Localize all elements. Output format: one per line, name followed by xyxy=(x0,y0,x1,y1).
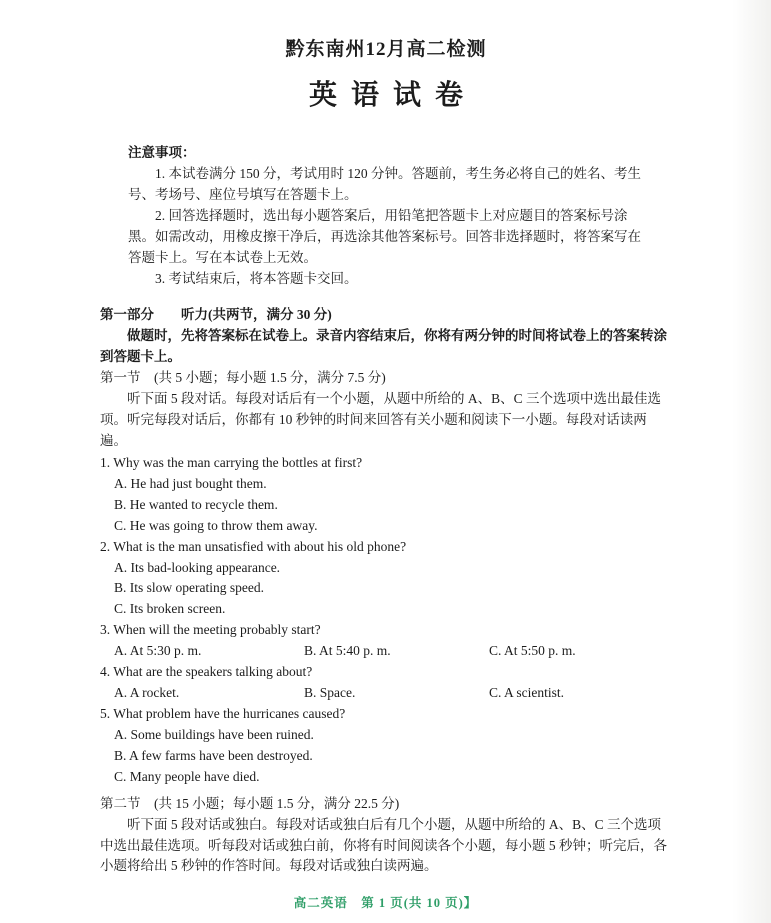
notice-item-3: 3. 考试结束后，将本答题卡交回。 xyxy=(155,270,358,286)
question-3-option-c: C. At 5:50 p. m. xyxy=(489,643,576,659)
section2 xyxy=(100,794,672,878)
question-1-option-b: B. He wanted to recycle them. xyxy=(114,496,278,512)
section2-heading: 第二节 (共 15 小题；每小题 1.5 分，满分 22.5 分) xyxy=(100,795,400,811)
question-list xyxy=(100,453,672,788)
question-4 xyxy=(100,662,672,704)
question-1-option-c: C. He was going to throw them away. xyxy=(114,517,318,533)
question-3-option-a: A. At 5:30 p. m. xyxy=(114,643,202,659)
question-4-options-row xyxy=(100,683,672,704)
question-3-text: 3. When will the meeting probably start? xyxy=(100,622,321,638)
part1-listening-section xyxy=(100,305,672,877)
question-5-option-a: A. Some buildings have been ruined. xyxy=(114,726,314,742)
notice-section xyxy=(128,143,650,289)
question-2-option-b: B. Its slow operating speed. xyxy=(114,580,264,596)
exam-header xyxy=(100,34,672,113)
question-3-options-row xyxy=(100,641,672,662)
question-5-text: 5. What problem have the hurricanes caused? xyxy=(100,705,346,721)
exam-subtitle: 英语试卷 xyxy=(308,80,477,111)
question-2-option-c: C. Its broken screen. xyxy=(114,601,226,617)
question-5 xyxy=(100,704,672,788)
question-3 xyxy=(100,620,672,662)
question-2-option-a: A. Its bad-looking appearance. xyxy=(114,559,281,575)
question-2 xyxy=(100,537,672,621)
question-5-option-b: B. A few farms have been destroyed. xyxy=(114,747,313,763)
question-1-option-a: A. He had just bought them. xyxy=(114,475,267,491)
section2-instructions: 听下面 5 段对话或独白。每段对话或独白后有几个小题，从题中所给的 A、B、C 三个选项中选出最佳选项。听每段对话或独白前，你将有时间阅读各个小题，每小题 5 秒钟；听完后，各小题将给出 5 秒钟的作答时间。每段对话或独白读两遍。 xyxy=(100,816,667,874)
question-4-option-b: B. Space. xyxy=(304,685,356,701)
notice-item-2: 2. 回答选择题时，选出每小题答案后，用铅笔把答题卡上对应题目的答案标号涂黑。如需改动，用橡皮擦干净后，再选涂其他答案标号。回答非选择题时，将答案写在答题卡上。写在本试卷上无效。 xyxy=(128,207,641,265)
question-4-text: 4. What are the speakers talking about? xyxy=(100,664,313,680)
question-3-option-b: B. At 5:40 p. m. xyxy=(304,643,391,659)
section1-instructions: 听下面 5 段对话。每段对话后有一个小题，从题中所给的 A、B、C 三个选项中选出最佳选项。听完每段对话后，你都有 10 秒钟的时间来回答有关小题和阅读下一小题。每段对话读两遍。 xyxy=(100,391,662,448)
question-4-option-a: A. A rocket. xyxy=(114,685,180,701)
question-1 xyxy=(100,453,672,537)
page-footer: 高二英语 第 1 页(共 10 页)】 xyxy=(293,896,478,910)
notice-item-1: 1. 本试卷满分 150 分，考试用时 120 分钟。答题前，考生务必将自己的姓名、考生号、考场号、座位号填写在答题卡上。 xyxy=(128,165,641,202)
section1-heading: 第一节 (共 5 小题；每小题 1.5 分，满分 7.5 分) xyxy=(100,370,386,386)
exam-title: 黔东南州12月高二检测 xyxy=(285,39,487,60)
part1-intro: 做题时，先将答案标在试卷上。录音内容结束后，你将有两分钟的时间将试卷上的答案转涂到答题卡上。 xyxy=(100,328,667,365)
notice-heading: 注意事项： xyxy=(128,145,196,160)
part1-heading: 第一部分 听力(共两节，满分 30 分) xyxy=(100,307,332,323)
question-1-text: 1. Why was the man carrying the bottles at first? xyxy=(100,454,363,470)
question-2-text: 2. What is the man unsatisfied with about his old phone? xyxy=(100,538,407,554)
question-4-option-c: C. A scientist. xyxy=(489,685,565,701)
question-5-option-c: C. Many people have died. xyxy=(114,768,260,784)
